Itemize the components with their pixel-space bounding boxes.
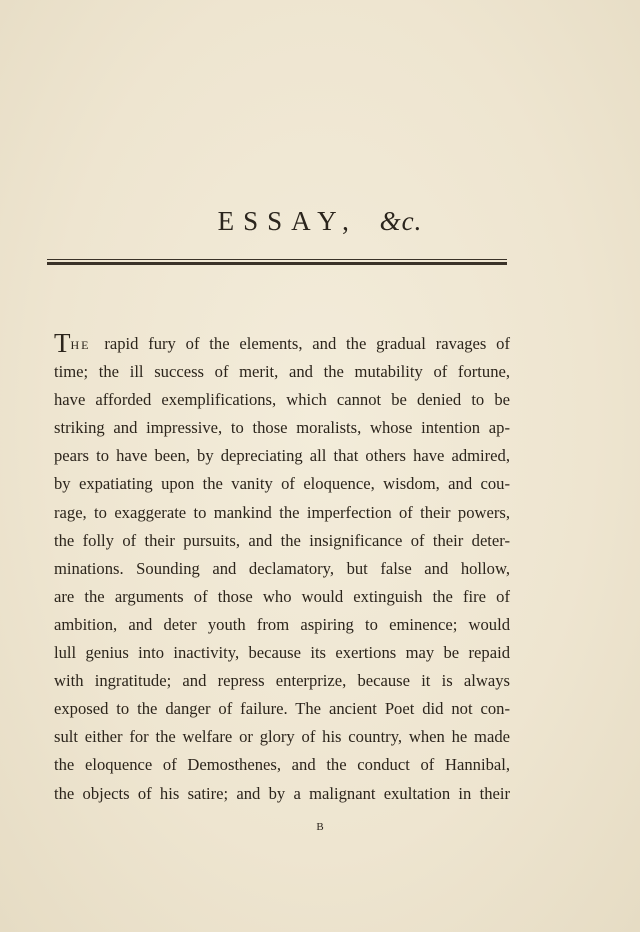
title-etc: &c.	[379, 206, 423, 236]
text-line-13: with ingratitude; and repress enterprize, because it is always	[54, 671, 510, 691]
page-title	[0, 206, 640, 237]
first-word-smallcaps: HE	[70, 338, 91, 352]
text-line-9: minations. Sounding and declamatory, but false and hollow,	[54, 558, 510, 578]
text-line-7: rage, to exaggerate to mankind the imperfection of their powers,	[54, 502, 510, 522]
signature-mark: B	[316, 821, 324, 833]
essay-paragraph	[54, 330, 510, 808]
text-line-14: exposed to the danger of failure. The ancient Poet did not con-	[54, 699, 510, 719]
text-line-8: the folly of their pursuits, and the insignificance of their deter-	[54, 530, 510, 550]
text-line-4: striking and impressive, to those moralists, whose intention ap-	[54, 418, 510, 438]
first-line-text: rapid fury of the elements, and the gradual ravages of	[104, 334, 510, 353]
text-line-6: by expatiating upon the vanity of eloquence, wisdom, and cou-	[54, 474, 510, 494]
title-rule-thin	[47, 259, 507, 260]
text-line-1	[54, 330, 510, 358]
text-line-3: have afforded exemplifications, which cannot be denied to be	[54, 390, 510, 410]
title-rule-thick	[47, 262, 507, 265]
text-line-12: lull genius into inactivity, because its exertions may be repaid	[54, 643, 510, 663]
text-line-5: pears to have been, by depreciating all that others have admired,	[54, 446, 510, 466]
drop-cap: T	[54, 328, 71, 358]
text-line-17: the objects of his satire; and by a malignant exultation in their	[54, 783, 510, 803]
text-line-11: ambition, and deter youth from aspiring to eminence; would	[54, 614, 510, 634]
title-main: ESSAY,	[217, 206, 358, 236]
text-line-15: sult either for the welfare or glory of his country, when he made	[54, 727, 510, 747]
text-line-10: are the arguments of those who would extinguish the fire of	[54, 586, 510, 606]
text-line-2: time; the ill success of merit, and the mutability of fortune,	[54, 362, 510, 382]
text-line-16: the eloquence of Demosthenes, and the conduct of Hannibal,	[54, 755, 510, 775]
